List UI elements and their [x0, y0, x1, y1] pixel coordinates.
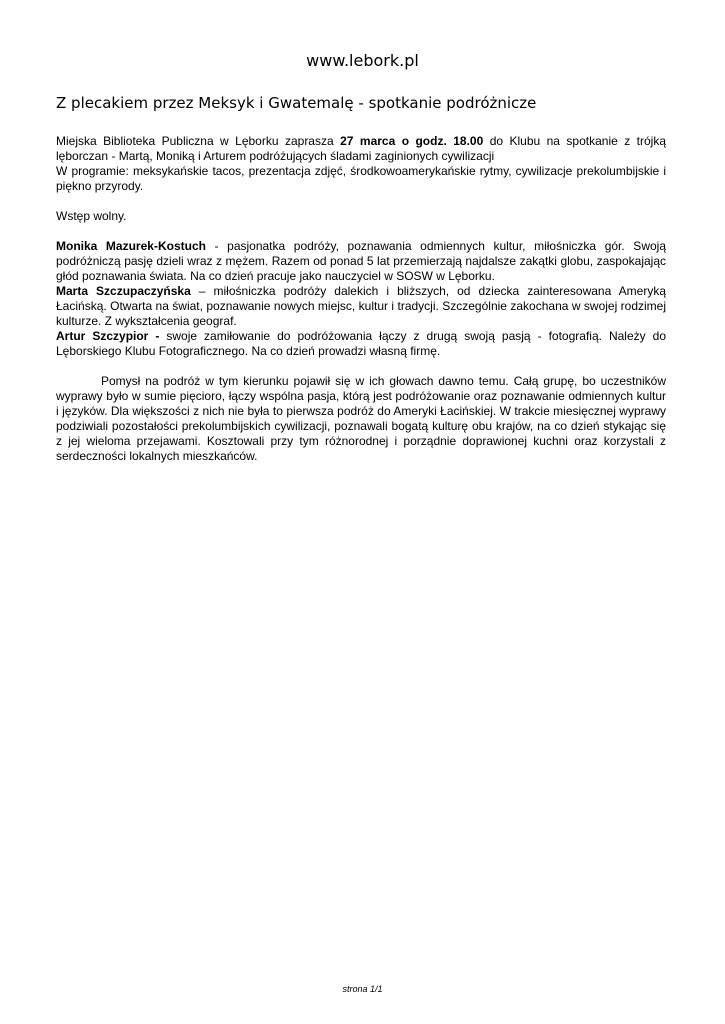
story-paragraph: Pomysł na podróż w tym kierunku pojawił się w ich głowach dawno temu. Całą grupę, bo uczestników wyprawy było w sumie pięcioro, łączy wspólna pasja, którą jest podróżowanie oraz poznawanie odmiennych kultur i języków. Dla większości z nich nie była to pierwsza podróż do Ameryki Łacińskiej. W trakcie miesięcznej wyprawy podziwiali pozostałości prekolumbijskich cywilizacji, poznawali bogatą kulturę obu krajów, na co dzień stykając się z jej wieloma przejawami. Kosztowali przy tym różnorodnej i porządnie doprawionej kuchni oraz korzystali z serdeczności lokalnych mieszkańców. [56, 374, 666, 463]
person-description: – miłośniczka podróży dalekich i bliższych, od dziecka zainteresowana Ameryką Łacińską. Otwarta na świat, poznawanie nowych miejsc, kultur i tradycji. Szczególnie zakochana w swojej rodzimej kulturze. Z wykształcenia geograf. [56, 284, 666, 328]
person-name: Monika Mazurek-Kostuch [56, 239, 206, 253]
person-description: swoje zamiłowanie do podróżowania łączy z drugą swoją pasją - fotografią. Należy do Lęborskiego Klubu Fotograficznego. Na co dzień prowadzi własną firmę. [56, 329, 666, 358]
page-number: strona 1/1 [342, 984, 383, 994]
event-date: 27 marca o godz. 18.00 [340, 134, 484, 148]
page-title: Z plecakiem przez Meksyk i Gwatemalę - spotkanie podróżnicze [56, 94, 537, 112]
intro-text-before: Miejska Biblioteka Publiczna w Lęborku zaprasza [56, 134, 341, 148]
site-header: www.lebork.pl [306, 51, 419, 70]
intro-text-after: do Klubu na spotkanie z trójką lęborczan - Martą, Moniką i Arturem podróżujących śladami zaginionych cywilizacji [56, 134, 667, 163]
program-paragraph: W programie: meksykańskie tacos, prezentacja zdjęć, środkowoamerykańskie rytmy, cywilizacje prekolumbijskie i piękno przyrody. [56, 164, 666, 193]
person-description: - pasjonatka podróży, poznawania odmiennych kultur, miłośniczka gór. Swoją podróżniczą pasję dzieli wraz z mężem. Razem od ponad 5 lat przemierzają najdalsze zakątki globu, zaspokajając głód poznawania świata. Na co dzień pracuje jako nauczyciel w SOSW w Lęborku. [56, 239, 666, 283]
person-paragraph-marta [56, 284, 666, 329]
intro-paragraph [56, 134, 666, 164]
entry-info: Wstęp wolny. [56, 209, 127, 223]
person-paragraph-artur [56, 329, 666, 359]
article-body [56, 134, 666, 464]
person-paragraph-monika [56, 239, 666, 284]
person-name: Marta Szczupaczyńska [56, 284, 191, 298]
person-name: Artur Szczypior - [56, 329, 160, 343]
